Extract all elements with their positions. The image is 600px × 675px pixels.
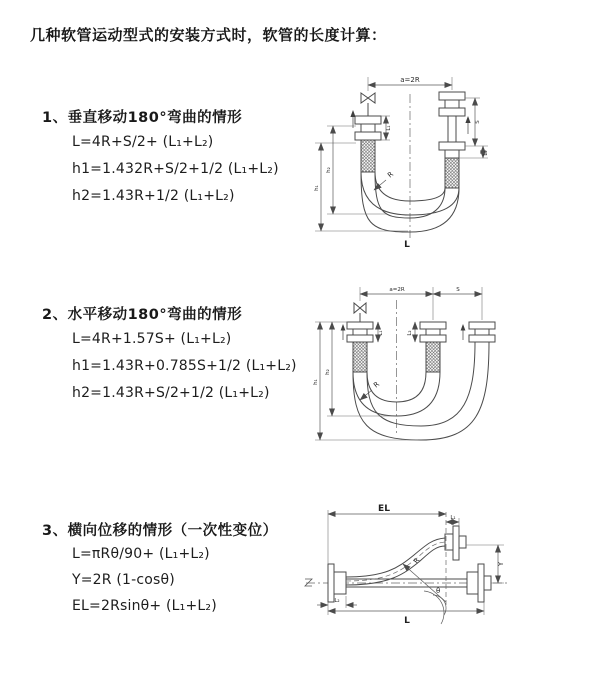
dim-label-a2r: a=2R bbox=[389, 287, 405, 293]
section-1-formula-2: h1=1.432R+S/2+1/2 (L₁+L₂) bbox=[72, 161, 279, 177]
section-2-formula-3: h2=1.43R+S/2+1/2 (L₁+L₂) bbox=[72, 385, 270, 401]
section-2-formula-2: h1=1.43R+0.785S+1/2 (L₁+L₂) bbox=[72, 358, 297, 374]
dimension-length bbox=[328, 602, 484, 626]
dim-label-y: Y bbox=[497, 561, 505, 567]
diagram-vertical-180-bend bbox=[310, 70, 520, 259]
section-1-heading: 1、垂直移动180°弯曲的情形 bbox=[42, 110, 243, 126]
hose-braid bbox=[426, 342, 440, 372]
dim-label-el: EL bbox=[378, 504, 390, 514]
dim-label-h1: h₁ bbox=[314, 185, 320, 191]
section-3-formula-3: EL=2Rsinθ+ (L₁+L₂) bbox=[72, 598, 217, 614]
dim-label-l1: L₁ bbox=[450, 515, 456, 521]
left-pipe-fitting bbox=[355, 103, 381, 172]
dim-label-s: S bbox=[456, 287, 460, 293]
hose-braid bbox=[445, 158, 459, 188]
valve-icon bbox=[361, 93, 375, 103]
middle-pipe-fitting bbox=[420, 322, 446, 372]
dimension-el bbox=[328, 504, 446, 564]
dim-label-length: L bbox=[404, 616, 410, 626]
right-pipe-fitting bbox=[469, 322, 495, 342]
dim-label-radius: R bbox=[372, 380, 382, 390]
left-pipe-fitting bbox=[347, 322, 373, 372]
s-curve-hose bbox=[346, 538, 445, 585]
dim-label-theta: θ bbox=[436, 587, 441, 595]
section-3-formula-2: Y=2R (1-cosθ) bbox=[72, 572, 175, 588]
diagram-horizontal-180-bend bbox=[312, 282, 527, 451]
dimension-l2 bbox=[407, 322, 415, 342]
section-1-formula-3: h2=1.43R+1/2 (L₁+L₂) bbox=[72, 188, 235, 204]
dimension-l1 bbox=[381, 116, 392, 140]
dim-label-h1: h₁ bbox=[313, 379, 319, 385]
dim-label-s: S bbox=[475, 120, 481, 124]
dimension-l1 bbox=[378, 322, 384, 342]
section-3-formula-1: L=πRθ/90+ (L₁+L₂) bbox=[72, 546, 210, 562]
upper-flange bbox=[445, 526, 466, 560]
dimension-a2r bbox=[360, 287, 482, 320]
radius-leader bbox=[374, 170, 395, 190]
break-mark-icon bbox=[305, 579, 312, 586]
dim-label-l2: L₂ bbox=[407, 330, 413, 336]
dimension-a2r bbox=[368, 76, 452, 91]
angle-theta bbox=[424, 587, 446, 624]
dim-label-length: L bbox=[404, 240, 410, 250]
section-2-formula-1: L=4R+1.57S+ (L₁+L₂) bbox=[72, 331, 232, 347]
left-flange bbox=[328, 564, 346, 602]
dimension-l2 bbox=[317, 596, 357, 608]
section-2-heading: 2、水平移动180°弯曲的情形 bbox=[42, 307, 243, 323]
dim-label-l1: L₁ bbox=[386, 125, 392, 131]
section-1-formula-1: L=4R+S/2+ (L₁+L₂) bbox=[72, 134, 214, 150]
dim-label-h2: h₂ bbox=[325, 369, 331, 375]
section-3-heading: 3、横向位移的情形（一次性变位） bbox=[42, 523, 278, 539]
page-title: 几种软管运动型式的安装方式时，软管的长度计算： bbox=[30, 26, 387, 44]
dim-label-radius: R bbox=[386, 170, 396, 180]
diagram-lateral-displacement bbox=[300, 498, 570, 652]
hose-braid bbox=[353, 342, 367, 372]
dim-label-radius: R bbox=[412, 556, 422, 566]
dim-label-l2: L₂ bbox=[483, 150, 489, 156]
dim-label-h2: h₂ bbox=[326, 167, 332, 173]
u-bend-hose bbox=[353, 342, 489, 440]
dim-label-a2r: a=2R bbox=[400, 76, 420, 84]
right-pipe-fitting bbox=[439, 92, 465, 188]
valve-icon bbox=[354, 303, 366, 322]
dim-label-l1: L₁ bbox=[378, 330, 384, 336]
dim-label-l2: L₂ bbox=[334, 598, 340, 604]
right-flange bbox=[467, 564, 491, 602]
hose-braid bbox=[361, 140, 375, 172]
